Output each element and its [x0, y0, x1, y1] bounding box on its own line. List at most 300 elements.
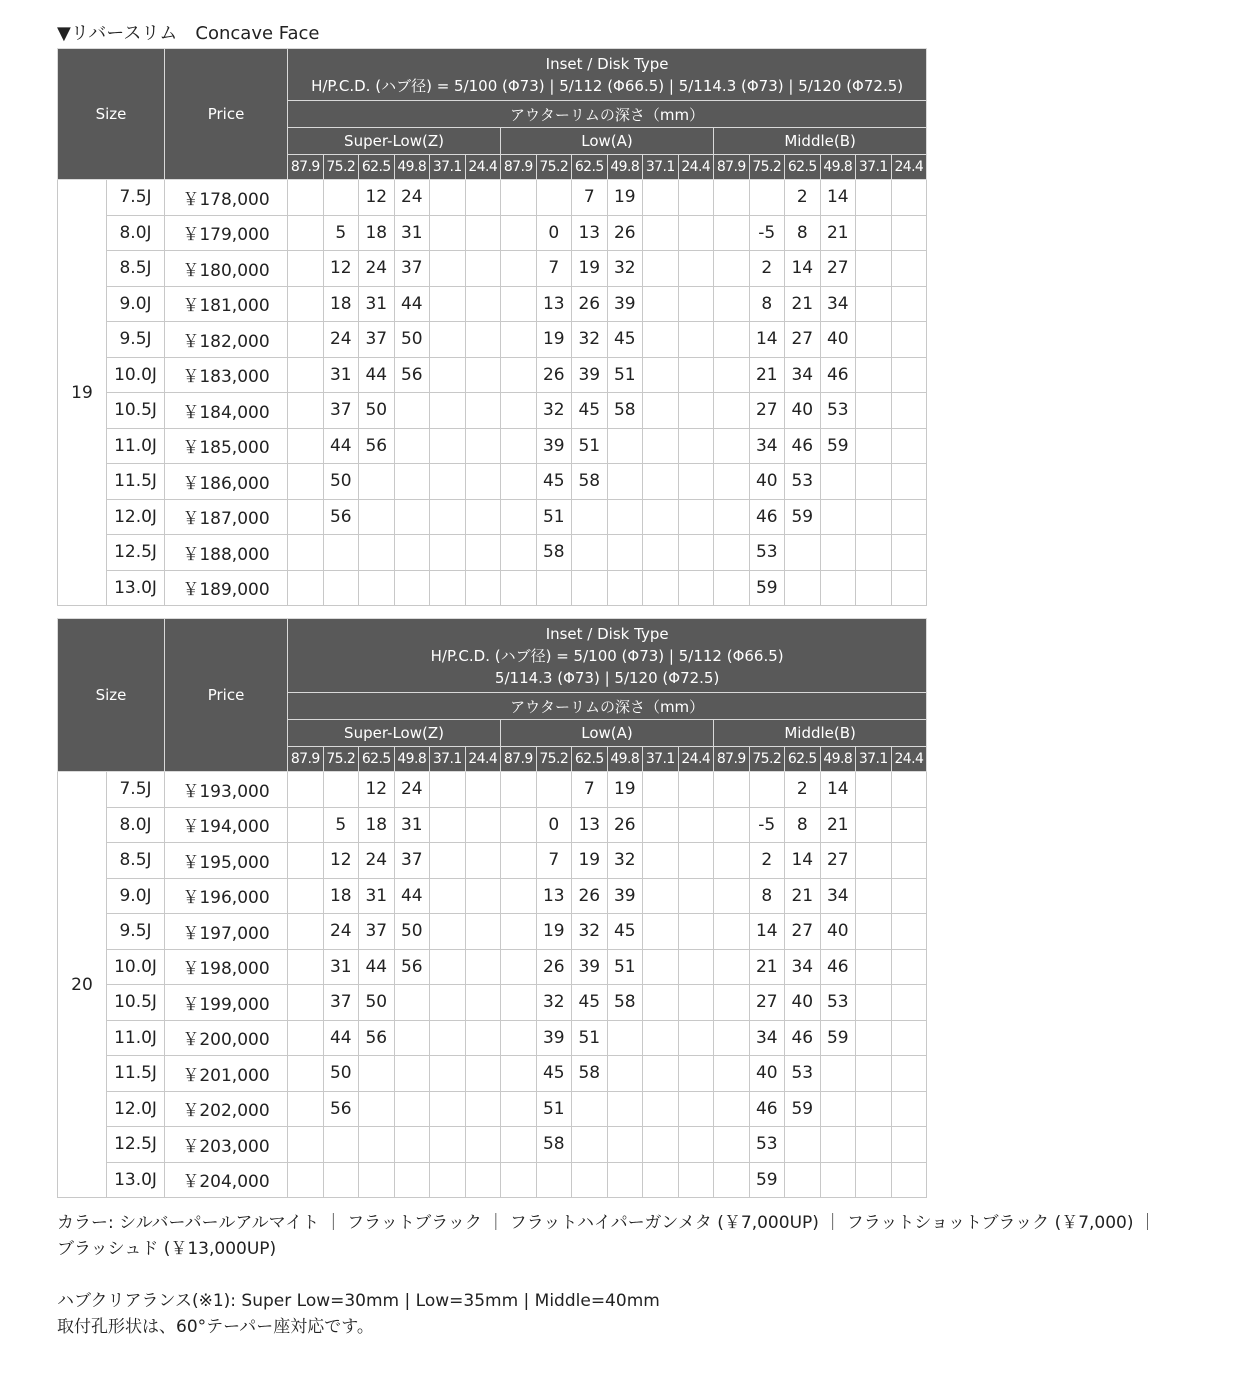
inset-value-cell: 2 — [749, 843, 785, 879]
inset-value-cell: 26 — [607, 215, 643, 251]
inset-value-cell: 46 — [820, 357, 856, 393]
table-row — [58, 499, 927, 535]
inset-value-cell — [856, 843, 892, 879]
inset-value-cell: 45 — [536, 464, 572, 500]
disk-type-group-header: Middle(B) — [714, 720, 927, 747]
depth-value-header: 37.1 — [430, 155, 466, 180]
inset-value-cell — [501, 1162, 537, 1198]
inset-value-cell — [465, 499, 501, 535]
inset-value-cell: 51 — [572, 1020, 608, 1056]
inset-value-cell — [536, 570, 572, 606]
depth-value-header: 49.8 — [820, 155, 856, 180]
table-row — [58, 428, 927, 464]
inset-value-cell: -5 — [749, 215, 785, 251]
inset-value-cell — [394, 428, 430, 464]
inset-value-cell — [465, 949, 501, 985]
depth-value-header: 24.4 — [891, 747, 927, 772]
inset-value-cell — [891, 949, 927, 985]
table-row — [58, 1020, 927, 1056]
inset-value-cell — [856, 499, 892, 535]
inset-value-cell: 32 — [536, 985, 572, 1021]
depth-value-header: 75.2 — [323, 155, 359, 180]
inset-value-cell — [643, 878, 679, 914]
inset-value-cell — [430, 464, 466, 500]
inset-value-cell: 46 — [820, 949, 856, 985]
inset-value-cell: 2 — [785, 772, 821, 808]
inset-value-cell: 34 — [749, 1020, 785, 1056]
price-cell: ￥178,000 — [165, 180, 288, 216]
rim-width-cell: 9.0J — [107, 878, 165, 914]
size-header: Size — [58, 619, 165, 772]
inset-value-cell — [820, 499, 856, 535]
inset-value-cell — [856, 1020, 892, 1056]
inset-value-cell — [856, 251, 892, 287]
rim-width-cell: 8.0J — [107, 807, 165, 843]
inset-value-cell — [891, 1127, 927, 1163]
inset-value-cell — [678, 251, 714, 287]
inset-value-cell: 7 — [536, 843, 572, 879]
inset-value-cell: 51 — [607, 357, 643, 393]
inset-value-cell — [465, 286, 501, 322]
inset-value-cell: 51 — [536, 1091, 572, 1127]
inset-value-cell: 46 — [785, 1020, 821, 1056]
inset-value-cell — [820, 1056, 856, 1092]
depth-value-header: 49.8 — [394, 155, 430, 180]
inset-value-cell — [288, 878, 324, 914]
rim-width-cell: 10.0J — [107, 949, 165, 985]
table-row — [58, 464, 927, 500]
notes — [57, 1210, 1217, 1340]
inset-value-cell — [785, 535, 821, 571]
disk-type-group-header: Middle(B) — [714, 128, 927, 155]
inset-value-cell — [430, 949, 466, 985]
depth-value-header: 75.2 — [536, 155, 572, 180]
inset-value-cell: 50 — [323, 1056, 359, 1092]
inset-value-cell — [465, 985, 501, 1021]
inset-value-cell: 21 — [749, 357, 785, 393]
inset-value-cell — [891, 570, 927, 606]
rim-width-cell: 12.0J — [107, 1091, 165, 1127]
inset-value-cell: 31 — [394, 807, 430, 843]
depth-value-header: 87.9 — [501, 747, 537, 772]
inset-value-cell: 31 — [359, 286, 395, 322]
inset-value-cell: 44 — [394, 286, 430, 322]
rim-width-cell: 8.5J — [107, 843, 165, 879]
price-cell: ￥184,000 — [165, 393, 288, 429]
outer-rim-depth-header: アウターリムの深さ（mm） — [288, 693, 927, 720]
inset-value-cell: 8 — [785, 807, 821, 843]
inset-value-cell — [820, 464, 856, 500]
inset-header — [288, 619, 927, 693]
table-row — [58, 251, 927, 287]
inset-value-cell: 40 — [820, 322, 856, 358]
inset-value-cell: 14 — [785, 843, 821, 879]
inset-value-cell: 5 — [323, 215, 359, 251]
price-cell: ￥182,000 — [165, 322, 288, 358]
inset-value-cell: 14 — [785, 251, 821, 287]
inset-value-cell: 56 — [323, 1091, 359, 1127]
inset-value-cell: 50 — [359, 985, 395, 1021]
inset-value-cell — [714, 499, 750, 535]
inset-value-cell — [856, 985, 892, 1021]
inset-value-cell — [714, 772, 750, 808]
inset-value-cell: 59 — [820, 1020, 856, 1056]
rim-width-cell: 9.5J — [107, 914, 165, 950]
price-cell: ￥202,000 — [165, 1091, 288, 1127]
inset-value-cell — [891, 215, 927, 251]
inset-value-cell — [678, 393, 714, 429]
inset-value-cell — [430, 985, 466, 1021]
inset-value-cell: 12 — [359, 772, 395, 808]
inset-value-cell — [501, 180, 537, 216]
inset-value-cell — [288, 357, 324, 393]
price-cell: ￥194,000 — [165, 807, 288, 843]
inset-value-cell — [359, 464, 395, 500]
inset-value-cell — [430, 1162, 466, 1198]
inset-value-cell: 40 — [785, 393, 821, 429]
inset-value-cell — [856, 807, 892, 843]
inset-value-cell — [501, 215, 537, 251]
inset-value-cell — [714, 464, 750, 500]
inset-value-cell: 44 — [394, 878, 430, 914]
inset-value-cell: 7 — [572, 772, 608, 808]
price-cell: ￥183,000 — [165, 357, 288, 393]
inset-value-cell — [501, 985, 537, 1021]
inset-value-cell: 56 — [359, 1020, 395, 1056]
inset-value-cell: 14 — [820, 772, 856, 808]
inset-value-cell: 45 — [607, 914, 643, 950]
inset-value-cell — [394, 985, 430, 1021]
inset-value-cell: 12 — [323, 843, 359, 879]
inset-value-cell — [856, 1127, 892, 1163]
inset-value-cell: 34 — [820, 878, 856, 914]
inset-value-cell: 59 — [785, 499, 821, 535]
inset-value-cell — [643, 1020, 679, 1056]
inset-value-cell: 14 — [749, 322, 785, 358]
disk-type-group-header: Super-Low(Z) — [288, 128, 501, 155]
table-row — [58, 878, 927, 914]
inset-value-cell: 44 — [359, 357, 395, 393]
inset-value-cell: 56 — [359, 428, 395, 464]
inset-value-cell: 0 — [536, 215, 572, 251]
inset-value-cell — [359, 1127, 395, 1163]
inset-value-cell: 18 — [359, 807, 395, 843]
inset-value-cell: 27 — [749, 985, 785, 1021]
rim-width-cell: 10.5J — [107, 985, 165, 1021]
inset-value-cell — [714, 251, 750, 287]
inset-value-cell — [643, 322, 679, 358]
inset-value-cell — [714, 215, 750, 251]
inset-value-cell — [678, 215, 714, 251]
inset-value-cell — [856, 949, 892, 985]
inset-value-cell — [856, 1162, 892, 1198]
inset-value-cell — [501, 1020, 537, 1056]
price-cell: ￥200,000 — [165, 1020, 288, 1056]
rim-width-cell: 13.0J — [107, 1162, 165, 1198]
price-cell: ￥187,000 — [165, 499, 288, 535]
inset-value-cell — [465, 393, 501, 429]
inset-value-cell — [430, 1020, 466, 1056]
inset-value-cell: 34 — [820, 286, 856, 322]
inset-value-cell — [643, 1162, 679, 1198]
inset-value-cell — [678, 914, 714, 950]
spec-table-size-20 — [57, 618, 927, 1198]
inset-value-cell — [678, 357, 714, 393]
wheel-size-cell: 20 — [58, 772, 107, 1198]
inset-value-cell — [394, 1091, 430, 1127]
inset-value-cell — [678, 322, 714, 358]
depth-value-header: 49.8 — [820, 747, 856, 772]
inset-value-cell — [430, 1091, 466, 1127]
inset-value-cell — [856, 286, 892, 322]
wheel-size-cell: 19 — [58, 180, 107, 606]
inset-value-cell — [501, 570, 537, 606]
inset-value-cell: 19 — [572, 843, 608, 879]
depth-value-header: 75.2 — [749, 155, 785, 180]
inset-value-cell: 24 — [359, 251, 395, 287]
depth-value-header: 49.8 — [394, 747, 430, 772]
depth-value-header: 75.2 — [749, 747, 785, 772]
inset-value-cell — [465, 428, 501, 464]
inset-value-cell — [678, 1127, 714, 1163]
inset-value-cell — [891, 807, 927, 843]
rim-width-cell: 12.5J — [107, 1127, 165, 1163]
inset-value-cell — [714, 180, 750, 216]
spec-table-size-19 — [57, 48, 927, 606]
inset-value-cell: 59 — [749, 570, 785, 606]
price-cell: ￥185,000 — [165, 428, 288, 464]
inset-value-cell — [288, 464, 324, 500]
price-header: Price — [165, 619, 288, 772]
inset-value-cell: 27 — [749, 393, 785, 429]
inset-value-cell — [572, 499, 608, 535]
inset-value-cell — [288, 985, 324, 1021]
inset-value-cell — [891, 464, 927, 500]
inset-value-cell: 39 — [536, 1020, 572, 1056]
inset-value-cell — [394, 535, 430, 571]
inset-value-cell — [359, 1162, 395, 1198]
inset-value-cell: 13 — [572, 807, 608, 843]
rim-width-cell: 13.0J — [107, 570, 165, 606]
price-cell: ￥179,000 — [165, 215, 288, 251]
inset-value-cell — [714, 878, 750, 914]
price-cell: ￥197,000 — [165, 914, 288, 950]
inset-value-cell — [714, 1020, 750, 1056]
inset-value-cell — [714, 428, 750, 464]
inset-value-cell — [323, 1127, 359, 1163]
table-row — [58, 1056, 927, 1092]
depth-value-header: 24.4 — [465, 155, 501, 180]
inset-value-cell — [288, 286, 324, 322]
inset-value-cell — [643, 807, 679, 843]
inset-value-cell: 40 — [749, 464, 785, 500]
inset-value-cell — [359, 1056, 395, 1092]
inset-value-cell — [714, 357, 750, 393]
inset-value-cell: 19 — [607, 180, 643, 216]
inset-value-cell — [394, 393, 430, 429]
inset-value-cell: 21 — [749, 949, 785, 985]
price-cell: ￥201,000 — [165, 1056, 288, 1092]
inset-value-cell: 14 — [820, 180, 856, 216]
inset-value-cell — [465, 878, 501, 914]
inset-value-cell: 53 — [785, 464, 821, 500]
inset-value-cell: 53 — [785, 1056, 821, 1092]
inset-value-cell: 56 — [394, 357, 430, 393]
inset-value-cell — [501, 357, 537, 393]
inset-value-cell — [430, 215, 466, 251]
inset-value-cell — [891, 322, 927, 358]
inset-value-cell — [501, 772, 537, 808]
inset-value-cell — [536, 772, 572, 808]
inset-value-cell — [891, 428, 927, 464]
inset-value-cell — [288, 499, 324, 535]
inset-value-cell: 26 — [536, 357, 572, 393]
inset-value-cell — [430, 1127, 466, 1163]
inset-value-cell — [820, 1162, 856, 1198]
inset-value-cell — [465, 570, 501, 606]
inset-value-cell: 50 — [394, 322, 430, 358]
section-title: ▼リバースリム Concave Face — [57, 23, 320, 44]
inset-value-cell: 13 — [536, 286, 572, 322]
inset-value-cell: 46 — [785, 428, 821, 464]
inset-value-cell — [643, 1127, 679, 1163]
inset-value-cell: 51 — [607, 949, 643, 985]
inset-value-cell — [643, 357, 679, 393]
inset-value-cell — [572, 1127, 608, 1163]
inset-value-cell: 18 — [359, 215, 395, 251]
inset-value-cell — [430, 807, 466, 843]
depth-value-header: 62.5 — [572, 747, 608, 772]
price-cell: ￥196,000 — [165, 878, 288, 914]
inset-value-cell: 45 — [536, 1056, 572, 1092]
table-row — [58, 1091, 927, 1127]
table-row — [58, 949, 927, 985]
inset-value-cell — [359, 570, 395, 606]
inset-value-cell: 50 — [394, 914, 430, 950]
inset-header — [288, 49, 927, 101]
inset-value-cell — [323, 535, 359, 571]
inset-value-cell — [430, 843, 466, 879]
depth-value-header: 37.1 — [856, 747, 892, 772]
depth-value-header: 62.5 — [359, 155, 395, 180]
inset-value-cell — [607, 464, 643, 500]
inset-value-cell: 24 — [394, 772, 430, 808]
inset-value-cell — [323, 1162, 359, 1198]
inset-value-cell — [288, 914, 324, 950]
inset-value-cell — [501, 914, 537, 950]
table-row — [58, 570, 927, 606]
inset-value-cell: 58 — [572, 464, 608, 500]
inset-value-cell — [856, 1091, 892, 1127]
inset-value-cell — [678, 949, 714, 985]
inset-value-cell: 40 — [820, 914, 856, 950]
hub-clearance-note: ハブクリアランス(※1): Super Low=30mm | Low=35mm | Middle=40mm — [57, 1291, 660, 1311]
inset-value-cell — [430, 914, 466, 950]
inset-value-cell — [678, 464, 714, 500]
inset-value-cell — [465, 180, 501, 216]
table-row — [58, 843, 927, 879]
inset-value-cell — [465, 215, 501, 251]
price-cell: ￥198,000 — [165, 949, 288, 985]
inset-value-cell: 44 — [323, 1020, 359, 1056]
inset-value-cell: 53 — [749, 1127, 785, 1163]
inset-value-cell: 31 — [323, 949, 359, 985]
depth-value-header: 75.2 — [323, 747, 359, 772]
inset-value-cell: 39 — [536, 428, 572, 464]
inset-value-cell: 34 — [785, 357, 821, 393]
inset-value-cell — [394, 464, 430, 500]
inset-value-cell: 44 — [359, 949, 395, 985]
inset-value-cell — [643, 286, 679, 322]
inset-value-cell — [643, 570, 679, 606]
inset-value-cell: 12 — [359, 180, 395, 216]
inset-value-cell — [394, 1056, 430, 1092]
inset-value-cell — [501, 1127, 537, 1163]
inset-value-cell: 40 — [749, 1056, 785, 1092]
inset-value-cell — [465, 1127, 501, 1163]
inset-value-cell — [536, 180, 572, 216]
inset-value-cell — [501, 949, 537, 985]
inset-value-cell — [749, 180, 785, 216]
inset-value-cell — [607, 535, 643, 571]
inset-value-cell — [501, 428, 537, 464]
inset-value-cell — [501, 878, 537, 914]
inset-value-cell — [678, 772, 714, 808]
inset-value-cell: -5 — [749, 807, 785, 843]
inset-value-cell — [785, 570, 821, 606]
inset-value-cell — [572, 535, 608, 571]
inset-value-cell — [678, 428, 714, 464]
disk-type-group-header: Low(A) — [501, 128, 714, 155]
inset-value-cell — [643, 843, 679, 879]
inset-value-cell — [643, 949, 679, 985]
inset-value-cell: 19 — [607, 772, 643, 808]
table-row — [58, 807, 927, 843]
inset-value-cell — [643, 985, 679, 1021]
color-options-line-2: ブラッシュド (￥13,000UP) — [57, 1239, 277, 1259]
inset-value-cell — [465, 464, 501, 500]
inset-value-cell: 46 — [749, 1091, 785, 1127]
spec-tables — [57, 48, 1217, 1198]
size-header: Size — [58, 49, 165, 180]
inset-value-cell — [714, 535, 750, 571]
inset-value-cell — [465, 535, 501, 571]
inset-value-cell — [643, 464, 679, 500]
inset-value-cell — [678, 499, 714, 535]
price-cell: ￥199,000 — [165, 985, 288, 1021]
inset-value-cell: 32 — [572, 322, 608, 358]
inset-value-cell: 27 — [820, 251, 856, 287]
inset-value-cell — [288, 322, 324, 358]
inset-value-cell — [465, 843, 501, 879]
inset-value-cell: 56 — [394, 949, 430, 985]
inset-value-cell — [501, 393, 537, 429]
depth-value-header: 87.9 — [288, 155, 324, 180]
inset-value-cell — [678, 535, 714, 571]
inset-value-cell — [714, 286, 750, 322]
depth-value-header: 37.1 — [643, 155, 679, 180]
depth-value-header: 49.8 — [607, 747, 643, 772]
rim-width-cell: 11.0J — [107, 428, 165, 464]
table-row — [58, 914, 927, 950]
inset-value-cell — [891, 1020, 927, 1056]
inset-value-cell — [607, 570, 643, 606]
inset-value-cell — [891, 286, 927, 322]
depth-value-header: 62.5 — [785, 155, 821, 180]
inset-value-cell: 37 — [359, 322, 395, 358]
inset-value-cell — [820, 535, 856, 571]
inset-value-cell — [749, 772, 785, 808]
